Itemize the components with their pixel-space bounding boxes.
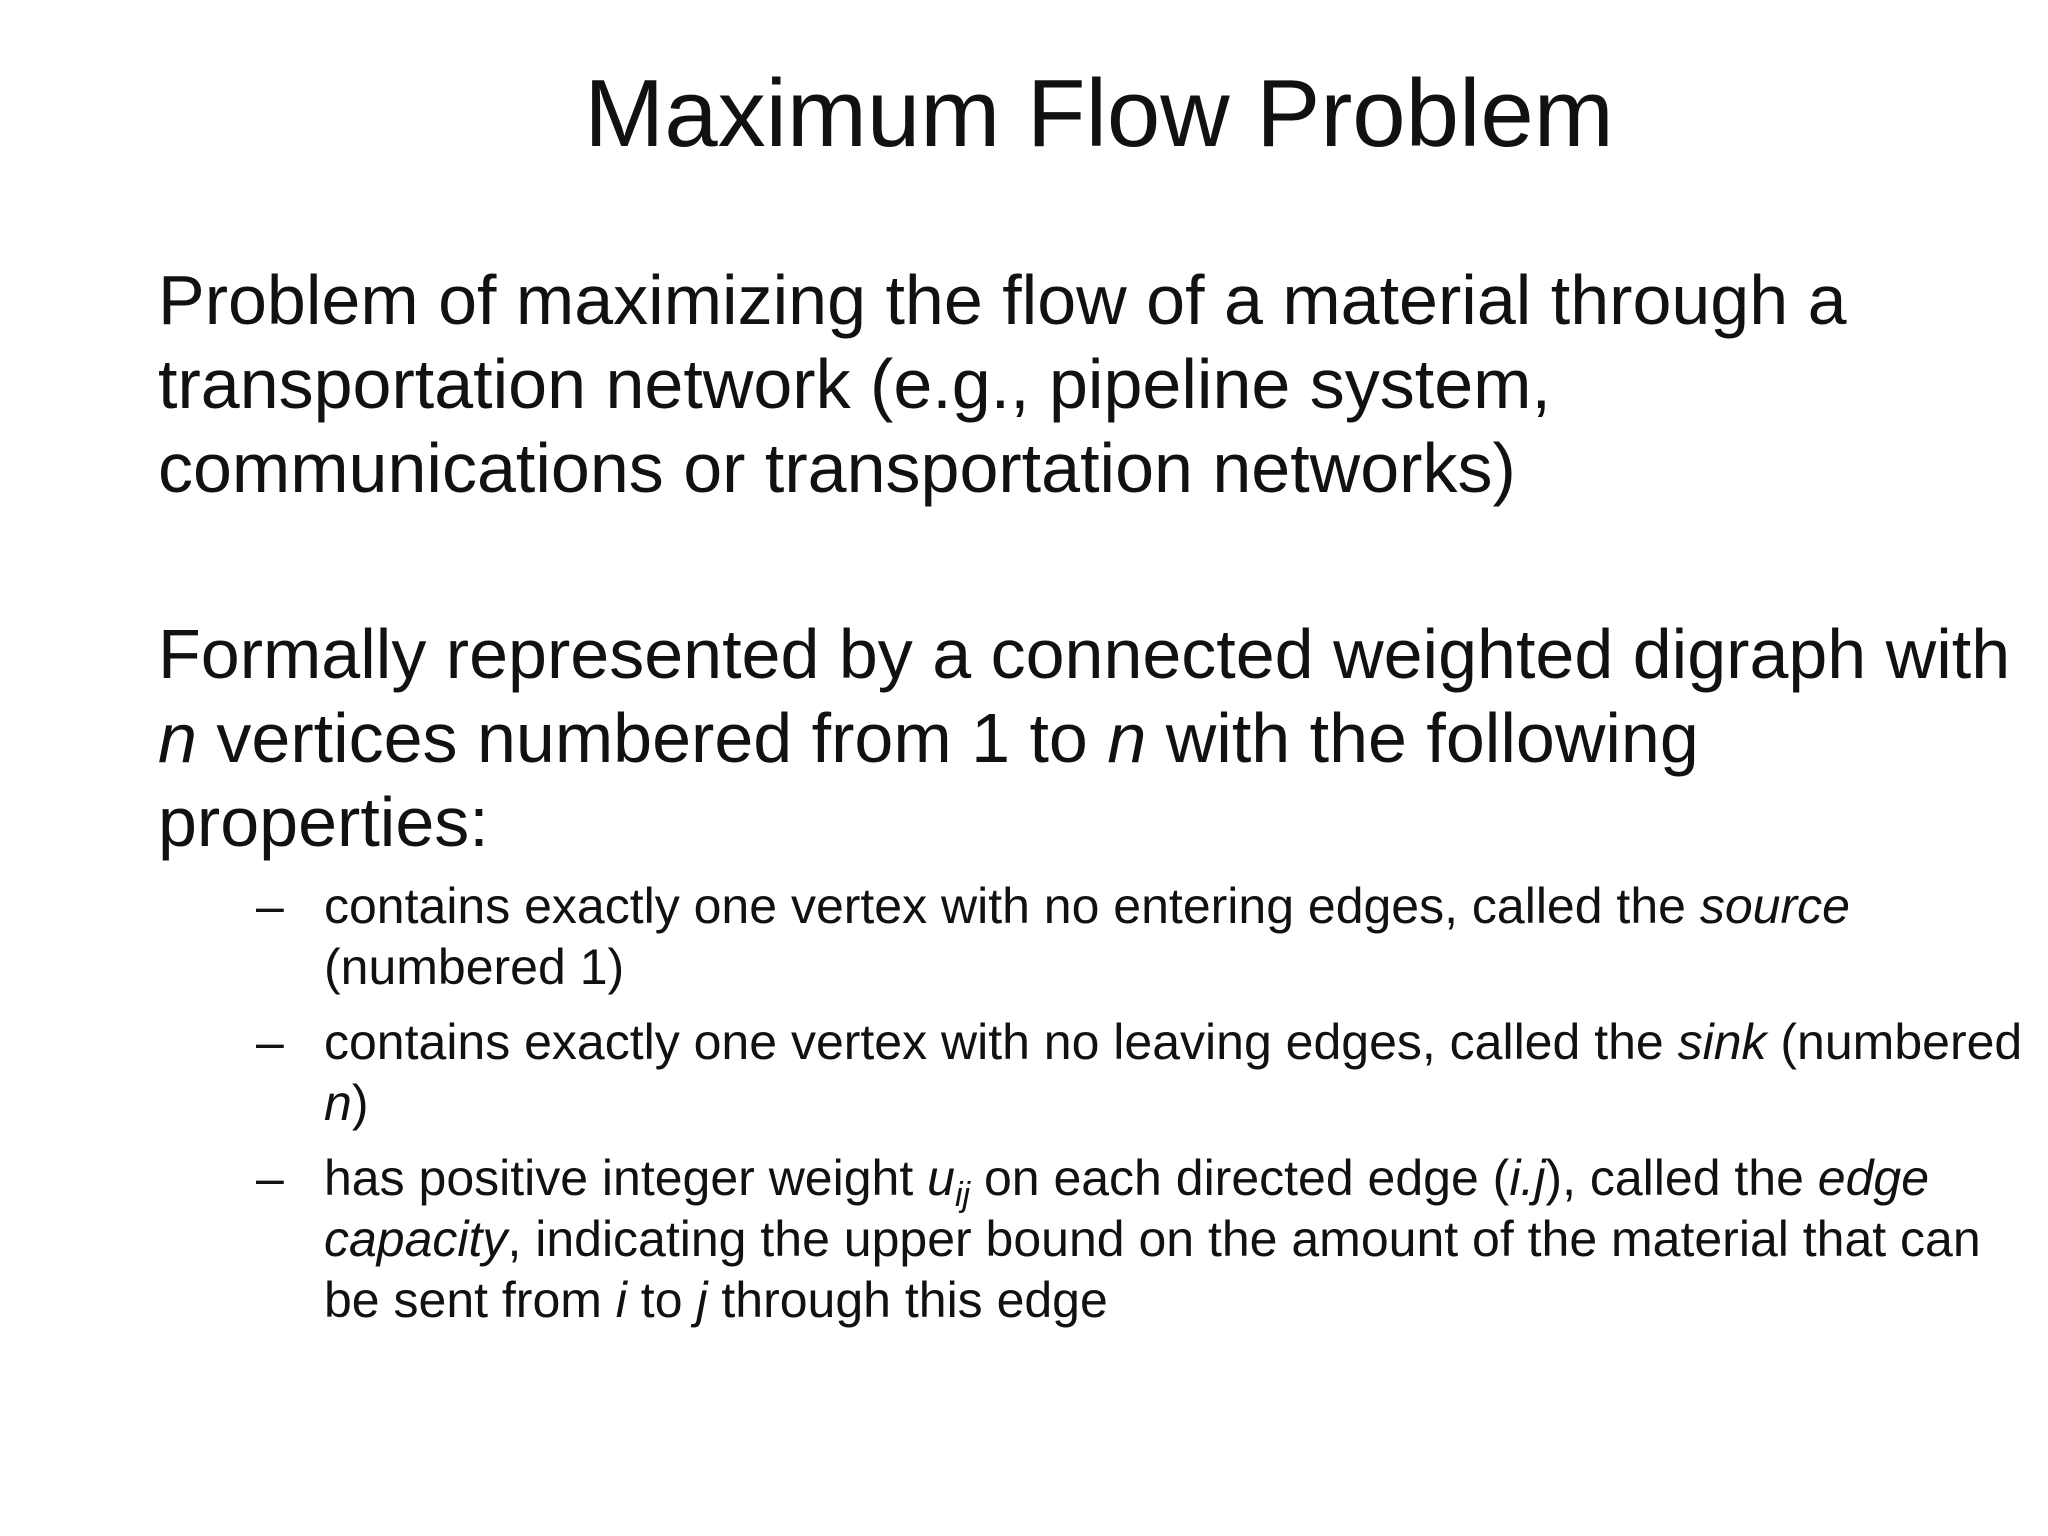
text-span: on each directed edge ( (970, 1150, 1510, 1206)
text-span: to (626, 1272, 697, 1328)
var-i: i (615, 1272, 627, 1328)
text-span: has positive integer weight (324, 1150, 928, 1206)
var-n: n (324, 1075, 352, 1131)
text-span: (numbered 1) (324, 939, 625, 995)
subscript-ij: ij (954, 1176, 971, 1214)
list-item-capacity (256, 1148, 2036, 1331)
term-source: source (1699, 878, 1850, 934)
var-n: n (1107, 699, 1147, 777)
text-span: ), called the (1545, 1150, 1818, 1206)
properties-list (256, 876, 2036, 1345)
text-span: with the following properties: (158, 699, 1699, 861)
text-span: contains exactly one vertex with no leaving edges, called the (324, 1014, 1678, 1070)
intro-paragraph: Problem of maximizing the flow of a material through a transportation network (e.g., pipeline system, communications or transportation networks) (158, 261, 1847, 507)
var-j: j (696, 1272, 708, 1328)
term-sink: sink (1677, 1014, 1767, 1070)
text-span: ) (351, 1075, 369, 1131)
text-span: vertices numbered from 1 to (196, 699, 1108, 777)
term-edge-capacity: edge capacity (324, 1150, 1930, 1267)
text-span: through this edge (707, 1272, 1108, 1328)
var-edge: i.j (1509, 1150, 1546, 1206)
dash-bullet: – (256, 878, 284, 934)
slide-title: Maximum Flow Problem (584, 60, 1614, 167)
dash-bullet: – (256, 1150, 284, 1206)
text-span: , indicating the upper bound on the amount of the material that can be sent from (324, 1211, 1981, 1328)
text-span: (numbered (1766, 1014, 2023, 1070)
formal-definition-paragraph (158, 612, 2018, 864)
list-item-source (256, 876, 2036, 998)
list-item-sink (256, 1012, 2036, 1134)
dash-bullet: – (256, 1014, 284, 1070)
var-n: n (158, 699, 197, 777)
text-span: Formally represented by a connected weighted digraph with (158, 615, 2011, 693)
var-u: u (927, 1150, 955, 1206)
text-span: contains exactly one vertex with no entering edges, called the (324, 878, 1700, 934)
